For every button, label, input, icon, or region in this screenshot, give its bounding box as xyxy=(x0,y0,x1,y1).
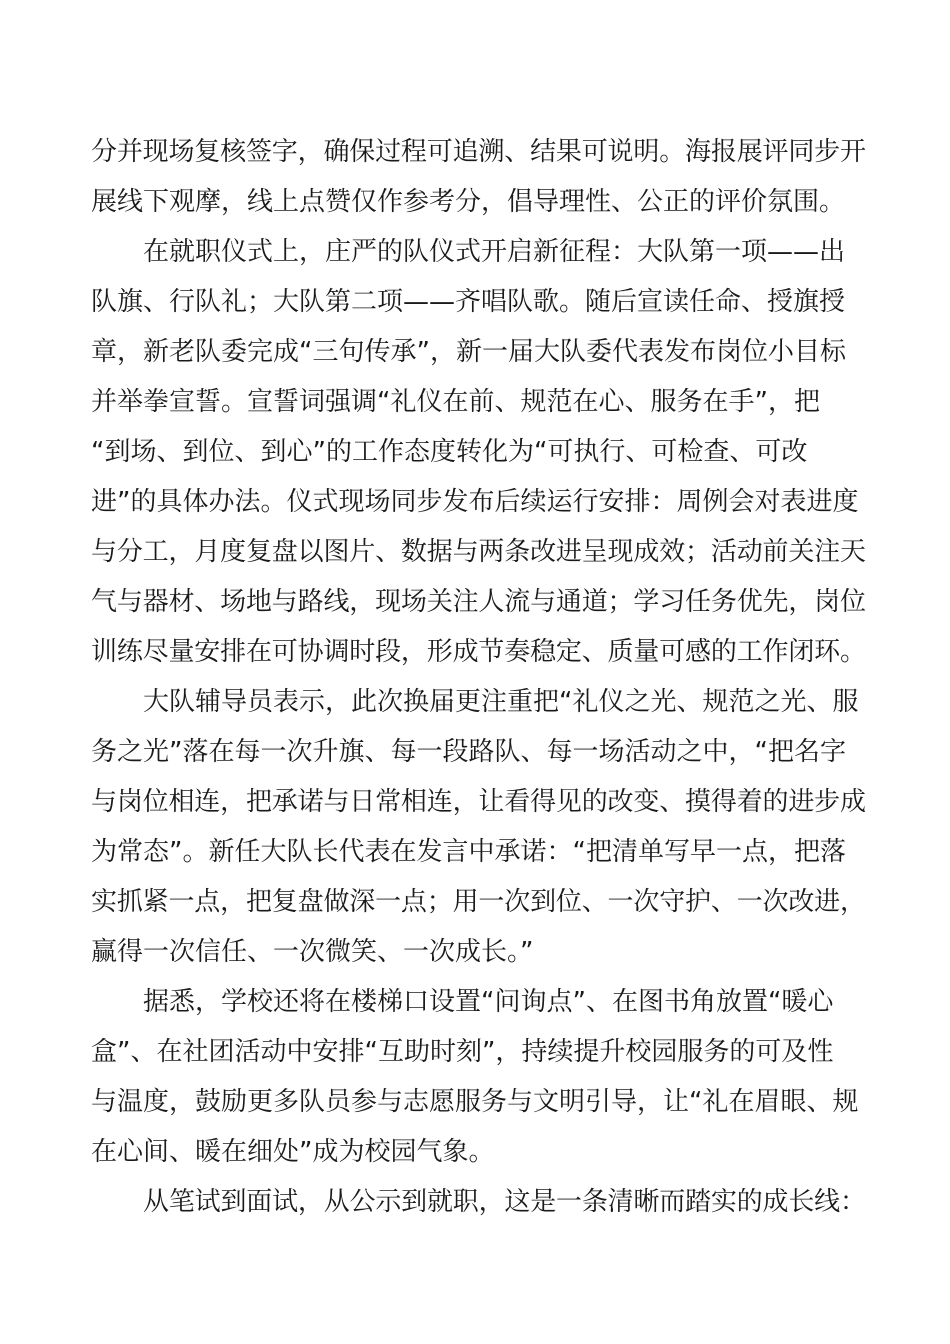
text-line: 章，新老队委完成“三句传承”，新一届大队委代表发布岗位小目标 xyxy=(91,337,846,367)
text-line: 务之光”落在每一次升旗、每一段路队、每一场活动之中，“把名字 xyxy=(91,737,846,767)
paragraph-start-line: 从笔试到面试，从公示到就职，这是一条清晰而踏实的成长线： xyxy=(143,1187,866,1217)
text-line: 盒”、在社团活动中安排“互助时刻”，持续提升校园服务的可及性 xyxy=(91,1037,834,1067)
text-line: 训练尽量安排在可协调时段，形成节奏稳定、质量可感的工作闭环。 xyxy=(91,637,866,667)
text-line: 队旗、行队礼；大队第二项——齐唱队歌。随后宣读任命、授旗授 xyxy=(91,287,846,317)
text-line: 赢得一次信任、一次微笑、一次成长。” xyxy=(91,937,534,967)
paragraph-start-line: 在就职仪式上，庄严的队仪式开启新征程：大队第一项——出 xyxy=(143,237,846,267)
text-line: 分并现场复核签字，确保过程可追溯、结果可说明。海报展评同步开 xyxy=(91,137,866,167)
text-line: 为常态”。新任大队长代表在发言中承诺：“把清单写早一点，把落 xyxy=(91,837,846,867)
text-line: “到场、到位、到心”的工作态度转化为“可执行、可检查、可改 xyxy=(91,437,808,467)
paragraph-start-line: 大队辅导员表示，此次换届更注重把“礼仪之光、规范之光、服 xyxy=(143,687,859,717)
text-line: 在心间、暖在细处”成为校园气象。 xyxy=(91,1137,495,1167)
paragraph-start-line: 据悉，学校还将在楼梯口设置“问询点”、在图书角放置“暖心 xyxy=(143,987,834,1017)
text-line: 展线下观摩，线上点赞仅作参考分，倡导理性、公正的评价氛围。 xyxy=(91,187,846,217)
text-line: 与分工，月度复盘以图片、数据与两条改进呈现成效；活动前关注天 xyxy=(91,537,866,567)
text-line: 气与器材、场地与路线，现场关注人流与通道；学习任务优先，岗位 xyxy=(91,587,866,617)
text-line: 进”的具体办法。仪式现场同步发布后续运行安排：周例会对表进度 xyxy=(91,487,859,517)
text-line: 与温度，鼓励更多队员参与志愿服务与文明引导，让“礼在眉眼、规 xyxy=(91,1087,859,1117)
text-line: 实抓紧一点，把复盘做深一点；用一次到位、一次守护、一次改进， xyxy=(91,887,866,917)
text-line: 并举拳宣誓。宣誓词强调“礼仪在前、规范在心、服务在手”，把 xyxy=(91,387,820,417)
text-line: 与岗位相连，把承诺与日常相连，让看得见的改变、摸得着的进步成 xyxy=(91,787,866,817)
